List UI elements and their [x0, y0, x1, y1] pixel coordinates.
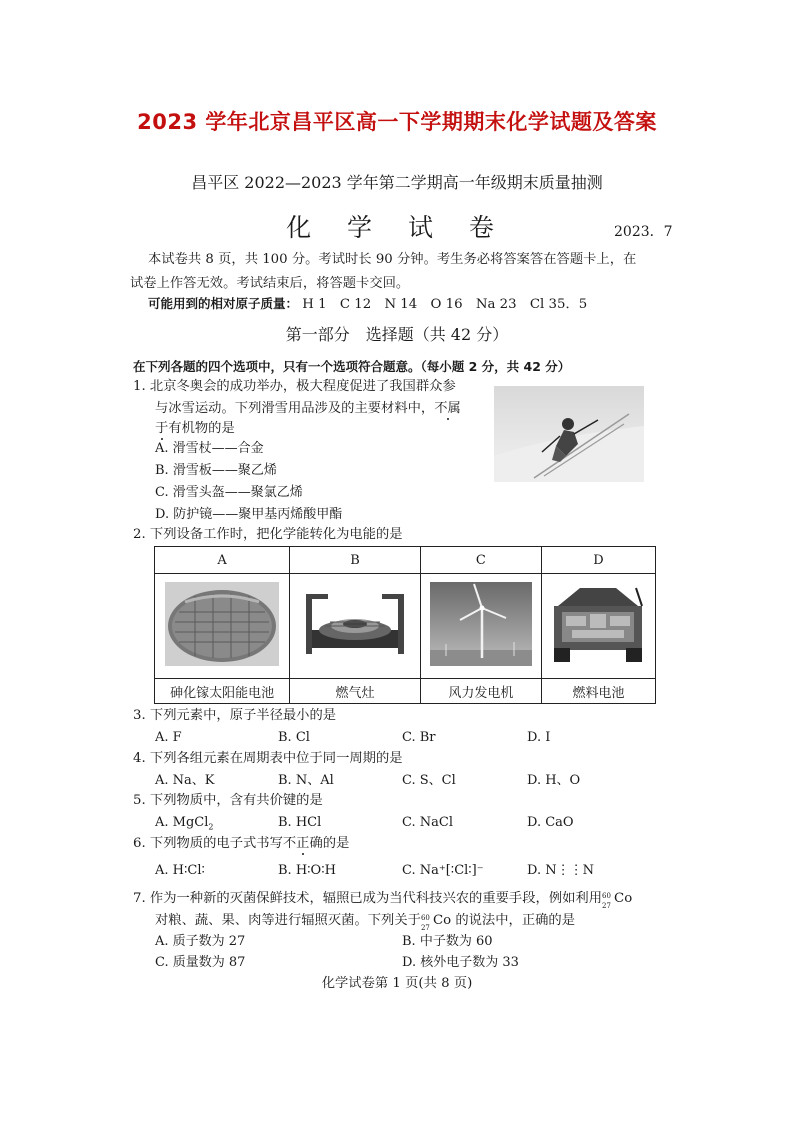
- q2-stem: 2. 下列设备工作时，把化学能转化为电能的是: [133, 527, 403, 542]
- q7-atomic-number: 27: [602, 902, 611, 910]
- q1-line-3-text: 有机物的是: [168, 421, 235, 436]
- q6-stem-text-2: 的是: [322, 836, 350, 851]
- q7-isotope-1: [602, 888, 614, 910]
- q7-line-1-text: 7. 作为一种新的灭菌保鲜技术，辐照已成为当代科技兴农的重要手段，例如利用: [133, 891, 603, 906]
- part-title: 第一部分 选择题（共 42 分）: [285, 325, 509, 344]
- instruction: 在下列各题的四个选项中，只有一个选项符合题意。（每小题 2 分，共 42 分）: [133, 359, 571, 374]
- q6-stem: [133, 833, 349, 855]
- page-footer: 化学试卷第 1 页(共 8 页): [321, 976, 473, 991]
- q5-option-a-subscript: 2: [208, 822, 214, 832]
- intro-line-1: 本试卷共 8 页，共 100 分。考试时长 90 分钟。考生务必将答案答在答题卡上，在: [148, 252, 637, 267]
- q2-caption-d: 燃料电池: [541, 679, 655, 704]
- q6-option-b[interactable]: B. H∶O∶H: [278, 863, 336, 878]
- exam-header: 昌平区 2022—2023 学年第二学期高一年级期末质量抽测: [191, 173, 603, 192]
- q1-line-1: 1. 北京冬奥会的成功举办，极大程度促进了我国群众参: [133, 379, 456, 394]
- q5-option-d[interactable]: D. CaO: [527, 815, 574, 830]
- q7-line-2-text: 对粮、蔬、果、肉等进行辐照灭菌。下列关于: [155, 913, 421, 928]
- q7-option-a[interactable]: A. 质子数为 27: [155, 934, 246, 949]
- q2-header-c: C: [420, 547, 541, 574]
- paper-title: 化 学 试 卷: [286, 213, 508, 242]
- q1-emphasis-1: 不属: [434, 401, 461, 416]
- q2-caption-c: 风力发电机: [420, 679, 541, 704]
- q6-option-d[interactable]: D. N⋮⋮N: [527, 863, 594, 878]
- q7-line-2-tail: Co 的说法中，正确的是: [432, 913, 576, 928]
- q3-option-a[interactable]: A. F: [155, 730, 182, 745]
- atomic-mass-line: [148, 292, 587, 317]
- q4-stem: 4. 下列各组元素在周期表中位于同一周期的是: [133, 751, 403, 766]
- q4-option-a[interactable]: A. Na、K: [155, 773, 215, 788]
- q7-mass-number-2: 60: [420, 914, 430, 922]
- q2-caption-b: 燃气灶: [290, 679, 421, 704]
- fuel-cell-car-image: [550, 582, 646, 666]
- q3-option-b[interactable]: B. Cl: [278, 730, 310, 745]
- q1-line-2-text: 与冰雪运动。下列滑雪用品涉及的主要材料中，: [155, 401, 435, 416]
- q1-option-d[interactable]: D. 防护镜——聚甲基丙烯酸甲酯: [155, 507, 343, 522]
- q7-option-b[interactable]: B. 中子数为 60: [402, 934, 493, 949]
- q7-option-d[interactable]: D. 核外电子数为 33: [402, 955, 519, 970]
- q6-emphasis: 不正确: [282, 836, 323, 851]
- q1-option-a[interactable]: A. 滑雪杖——合金: [155, 441, 264, 456]
- q2-caption-a: 砷化镓太阳能电池: [155, 679, 290, 704]
- q4-option-c[interactable]: C. S、Cl: [402, 773, 456, 788]
- q7-option-c[interactable]: C. 质量数为 87: [155, 955, 246, 970]
- q1-line-2: [155, 398, 461, 420]
- exam-date: 2023．7: [614, 224, 673, 240]
- q5-stem: 5. 下列物质中，含有共价键的是: [133, 793, 323, 808]
- q2-image-cell-a[interactable]: [155, 574, 290, 679]
- atomic-mass-label: 可能用到的相对原子质量：: [148, 296, 299, 311]
- q3-option-d[interactable]: D. I: [527, 730, 551, 745]
- gas-stove-image: [300, 582, 410, 666]
- document-title: 2023 学年北京昌平区高一下学期期末化学试题及答案: [137, 110, 657, 134]
- q7-mass-number: 60: [602, 892, 611, 900]
- q4-option-b[interactable]: B. N、Al: [278, 773, 334, 788]
- q6-stem-text-1: 6. 下列物质的电子式书写: [133, 836, 283, 851]
- q4-option-d[interactable]: D. H、O: [527, 773, 581, 788]
- q2-header-d: D: [541, 547, 655, 574]
- q1-line-3: [155, 418, 235, 440]
- q2-image-cell-d[interactable]: [541, 574, 655, 679]
- skier-photo: [494, 386, 644, 482]
- q3-option-c[interactable]: C. Br: [402, 730, 436, 745]
- q1-option-b[interactable]: B. 滑雪板——聚乙烯: [155, 463, 277, 478]
- intro-line-2: 试卷上作答无效。考试结束后，将答题卡交回。: [130, 276, 410, 291]
- q3-stem: 3. 下列元素中，原子半径最小的是: [133, 708, 337, 723]
- q6-option-c[interactable]: C. Na⁺[∶Cl∶]⁻: [402, 863, 484, 878]
- atomic-mass-values: H 1 C 12 N 14 O 16 Na 23 Cl 35．5: [302, 297, 588, 312]
- q2-header-a: A: [155, 547, 290, 574]
- q7-line-1: [133, 888, 632, 910]
- q5-option-c[interactable]: C. NaCl: [402, 815, 453, 830]
- q5-option-a-text: A. MgCl: [155, 815, 209, 830]
- q1-option-c[interactable]: C. 滑雪头盔——聚氯乙烯: [155, 485, 303, 500]
- q1-emphasis-2: 于: [155, 421, 169, 436]
- q5-option-b[interactable]: B. HCl: [278, 815, 322, 830]
- q7-atomic-number-2: 27: [420, 924, 430, 932]
- q7-line-2: [155, 910, 575, 932]
- q2-header-b: B: [290, 547, 421, 574]
- q2-image-cell-c[interactable]: [420, 574, 541, 679]
- solar-cell-image: [165, 582, 279, 666]
- wind-turbine-image: [430, 582, 532, 666]
- q7-isotope-2: [420, 910, 433, 932]
- q2-image-cell-b[interactable]: [290, 574, 421, 679]
- q7-element: Co: [614, 891, 633, 906]
- q6-option-a[interactable]: A. H∶Cl∶: [155, 863, 205, 878]
- q2-options-table: [154, 546, 656, 704]
